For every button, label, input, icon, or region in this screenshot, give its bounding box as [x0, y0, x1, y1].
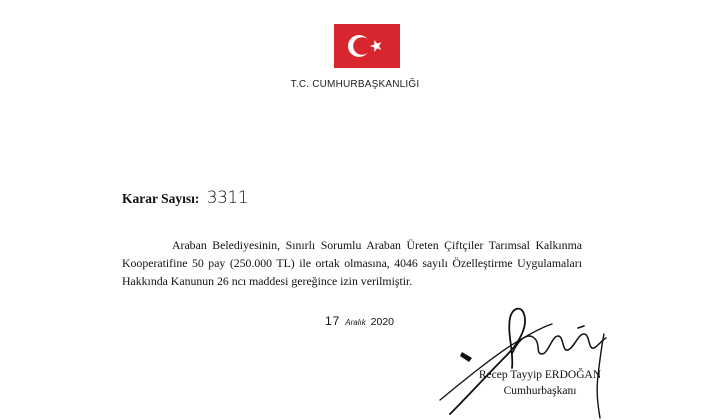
decision-number-line: [122, 188, 248, 208]
decision-number-label: Karar Sayısı:: [122, 191, 200, 206]
institution-title: T.C. CUMHURBAŞKANLIĞI: [290, 79, 420, 90]
date-day: 17: [325, 314, 341, 328]
signatory-name: Recep Tayyip ERDOĞAN: [478, 369, 602, 381]
decree-body-text: Araban Belediyesinin, Sınırlı Sorumlu Araban Üreten Çiftçiler Tarımsal Kalkınma Kooperatifine 50 pay (250.000 TL) ile ortak olmasına, 4046 sayılı Özelleştirme Uygulamaları Hakkında Kanunun 26 ncı maddesi gereğince izin verilmiştir.: [122, 238, 582, 288]
signatory-title: Cumhurbaşkanı: [503, 385, 577, 397]
handwritten-signature: [428, 296, 628, 420]
decision-number-value: 3311: [206, 188, 249, 208]
turkish-flag-icon: [334, 24, 400, 68]
date-year: 2020: [370, 316, 395, 328]
decree-date: [325, 314, 394, 328]
date-month: Aralık: [345, 318, 366, 327]
